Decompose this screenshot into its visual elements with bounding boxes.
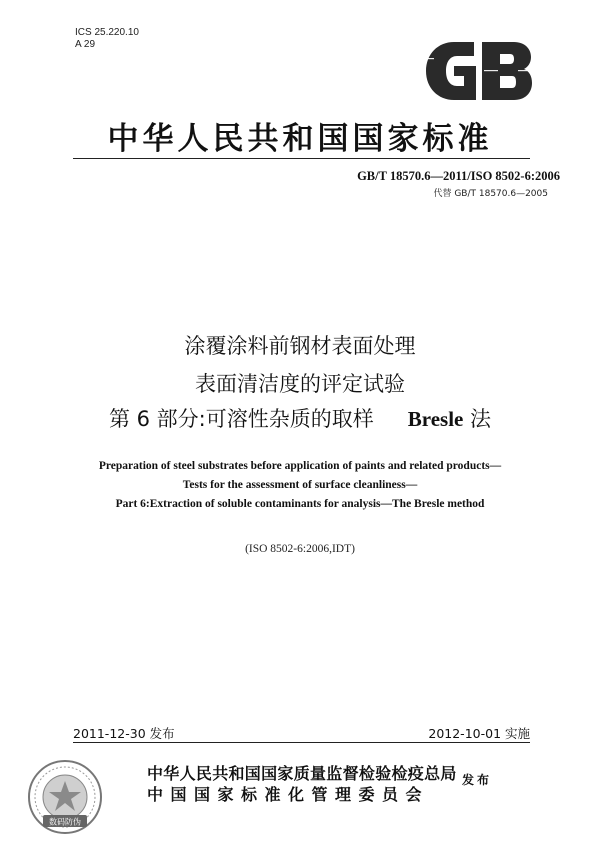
- ics-code: ICS 25.220.10: [75, 27, 139, 38]
- chinese-title-line-3: [0, 403, 600, 433]
- top-divider: [73, 158, 530, 159]
- issuer-aqsiq: 中华人民共和国国家质量监督检验检疫总局: [147, 764, 457, 783]
- ics-block: [75, 27, 139, 51]
- official-seal-icon: [25, 757, 105, 837]
- publish-action: 发布: [462, 773, 493, 787]
- english-title-line-2: Tests for the assessment of surface cleanliness—: [182, 479, 418, 491]
- bottom-divider: [73, 742, 530, 743]
- chinese-title-bresle: Bresle: [407, 407, 464, 431]
- chinese-title-suffix: 法: [470, 407, 492, 431]
- chinese-title-line-2: 表面清洁度的评定试验: [195, 372, 405, 396]
- english-title-line-3: Part 6:Extraction of soluble contaminants for analysis—The Bresle method: [115, 498, 485, 510]
- gb-standard-logo-icon: [424, 40, 534, 102]
- iso-equivalence: (ISO 8502-6:2006,IDT): [245, 543, 355, 555]
- implement-date: 2012-10-01 实施: [428, 726, 530, 741]
- seal-text: 数码防伪: [49, 817, 81, 827]
- replaces-note: 代替 GB/T 18570.6—2005: [433, 189, 548, 199]
- standard-organization-title: 中华人民共和国国家标准: [107, 121, 493, 157]
- chinese-title-part: 第 6 部分:可溶性杂质的取样: [108, 407, 374, 431]
- chinese-title-line-1: 涂覆涂料前钢材表面处理: [184, 334, 416, 358]
- publish-date: 2011-12-30 发布: [73, 726, 175, 741]
- issuer-sac: 中国国家标准化管理委员会: [147, 785, 430, 804]
- english-title-line-1: Preparation of steel substrates before application of paints and related products—: [98, 460, 502, 472]
- ccs-code: A 29: [75, 39, 96, 50]
- standard-number: GB/T 18570.6—2011/ISO 8502-6:2006: [357, 169, 560, 183]
